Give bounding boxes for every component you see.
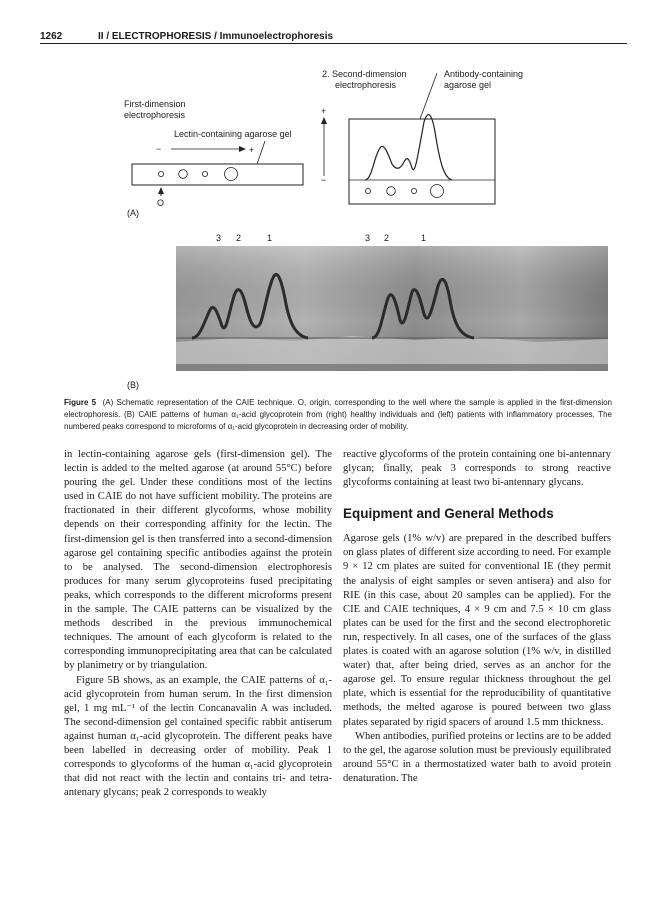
first-dim-label-2: electrophoresis	[124, 110, 186, 120]
right-paragraph-1: reactive glycoforms of the protein containing one bi-antennary glycan; finally, peak 3 corresponds to strong reactive glycoforms containing at least two bi-antennary glycans.	[343, 449, 611, 489]
right-paragraph-3: When antibodies, purified proteins or lectins are to be added to the gel, the agarose solution must be previously equilibrated around 55°C in a thermostatized water bath to avoid protein denaturation. The	[343, 730, 611, 784]
figure-number: Figure 5	[64, 398, 97, 407]
running-header	[40, 31, 627, 45]
first-dim-gel-strip	[132, 164, 303, 185]
second-dim-label-2: electrophoresis	[335, 80, 397, 90]
panel-a-label: (A)	[127, 208, 139, 218]
origin-arrow	[158, 187, 164, 194]
left-column	[64, 448, 332, 800]
figure-5a-schematic	[40, 58, 560, 223]
page-number: 1262	[40, 31, 63, 42]
vertical-arrow-head	[321, 117, 327, 124]
panel-b-label: (B)	[127, 380, 139, 390]
minus-sign: −	[156, 144, 162, 154]
vertical-minus: −	[321, 175, 327, 185]
vertical-plus: +	[321, 106, 327, 116]
antibody-gel-label-1: Antibody-containing	[444, 69, 524, 79]
figure-caption	[64, 397, 612, 433]
section-title: II / ELECTROPHORESIS / Immunoelectrophoresis	[98, 31, 334, 42]
right-peak-label-3: 3	[365, 233, 371, 243]
right-peak-label-2: 2	[384, 233, 390, 243]
left-peak-label-1: 1	[267, 233, 273, 243]
right-paragraph-2: Agarose gels (1% w/v) are prepared in the described buffers on glass plates of different size according to need. For example 9 × 12 cm plates are suited for conventional IE (they permit the analysis of eight samples or seven antisera) and also for RIE (in this case, about 20 samples can be applied). For the CIE and CAIE techniques, 4 × 9 cm and 7.5 × 10 cm glass plates can be used for the first and the second electrophoretic run, respectively. In all cases, one of the surfaces of the glass plates is coated with an agarose solution (1% w/v, in distilled water) that, after being dried, serves as an anchor for the agarose gel. To ensure regular thickness throughout the gel plate, which is essential for the reproducibility of quantitative methods, the melted agarose is poured between two glass plates separated by rigid spacers of around 1.5 mm thickness.	[343, 533, 611, 728]
lectin-gel-label: Lectin-containing agarose gel	[174, 129, 292, 139]
right-column	[343, 448, 611, 786]
figure-5b-photo	[176, 246, 608, 371]
caption-text: (A) Schematic representation of the CAIE technique. O, origin, corresponding to the well where the sample is applied in the first-dimension electrophoresis. (B) CAIE patterns of human α₁-acid glycoprotein from (right) healthy individuals and (left) patients with inflammatory processes. The numbered peaks correspond to microforms of α₁-acid glycoprotein in decreasing order of mobility.	[64, 398, 613, 431]
antibody-gel-label-2: agarose gel	[444, 80, 492, 90]
first-dim-label-1: First-dimension	[124, 99, 186, 109]
left-paragraph-2: Figure 5B shows, as an example, the CAIE patterns of α₁-acid glycoprotein from human serum. In the first dimension gel, 1 mg mL⁻¹ of the lectin Concanavalin A was included. The second-dimension gel contained specific rabbit antiserum against human α₁-acid glycoprotein. The different peaks have been labelled in decreasing order of mobility. Peak 1 corresponds to glycoforms of the human α₁-acid glycoprotein that did not react with the lectin and contains tri- and tetra-antenary glycans; peak 2 corresponds to weakly	[64, 674, 332, 799]
section-heading: Equipment and General Methods	[343, 506, 554, 522]
right-peak-label-1: 1	[421, 233, 427, 243]
left-peak-label-2: 2	[236, 233, 242, 243]
header-rule	[40, 43, 627, 44]
second-dim-label-1: 2. Second-dimension	[322, 69, 407, 79]
left-peak-label-3: 3	[216, 233, 222, 243]
left-paragraph-1: in lectin-containing agarose gels (first-dimension gel). The lectin is added to the melted agarose (at around 55°C) before pouring the gel. Under these conditions most of the lectins used in CAIE do not have sufficient mobility. The proteins are fractionated in their different glycoforms, whose mobility depends on their corresponding affinity for the lectin. The first-dimension gel is then transferred into a second-dimension agarose gel containing specific antibodies against the protein to be analysed. The second-dimension electrophoresis produces for many serum glycoproteins fused precipitating peaks, which corresponds to the different microforms present in the sample. The CAIE patterns can be visualized by the methods described in the previous immunochemical techniques. The amount of each glycoform is related to the corresponding immunoprecipitating area that can be calculated by planimetry or by triangulation.	[64, 449, 332, 672]
plus-sign: +	[249, 145, 255, 155]
direction-arrow-head	[239, 146, 246, 152]
origin-label: O	[157, 198, 165, 208]
